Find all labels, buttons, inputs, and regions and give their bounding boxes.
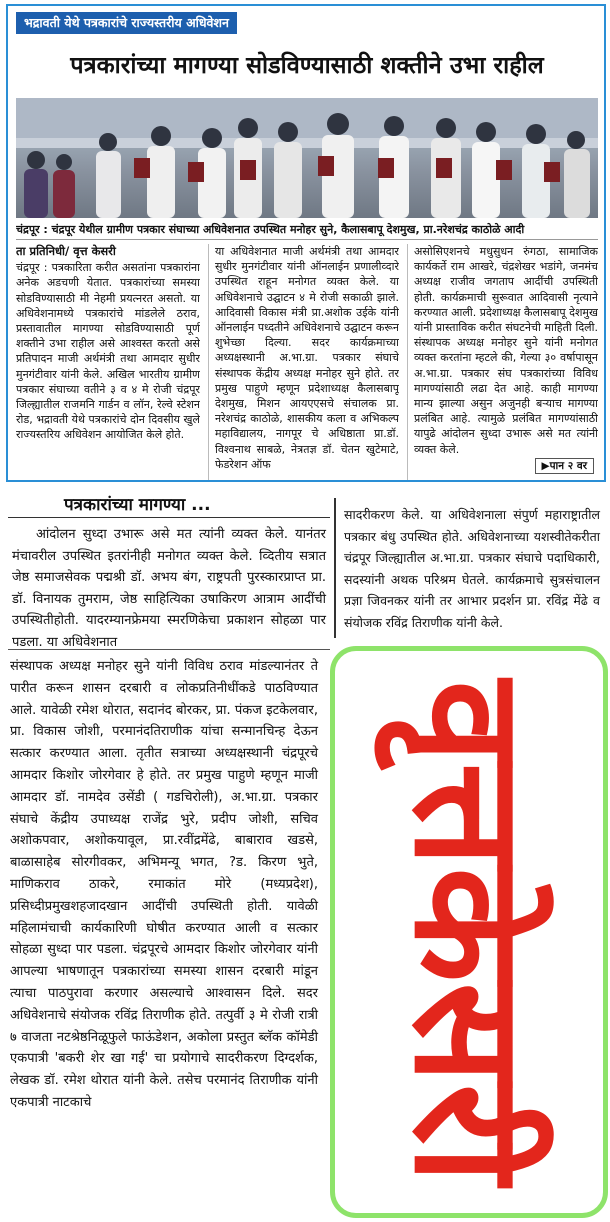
continuation-clipping-right [334, 498, 604, 638]
newspaper-name: वृत्तकेसरी [381, 680, 557, 1184]
article-columns [16, 244, 598, 480]
photo-caption: चंद्रपूर : चंद्रपूर येथील ग्रामीण पत्रकार संघाच्या अधिवेशनात उपस्थित मनोहर सुने, कैलासबापू देशमुख, प्रा.नरेशचंद्र काठोळे आदी [16, 220, 598, 240]
continued-on-page-note: ▶पान २ वर [535, 458, 595, 474]
news-photo [16, 98, 598, 218]
stage-photo-illustration [16, 98, 598, 218]
headline: पत्रकारांच्या मागण्या सोडविण्यासाठी शक्तीने उभा राहील [70, 51, 544, 79]
kicker-label: भद्रावती येथे पत्रकारांचे राज्यस्तरीय अधिवेशन [16, 12, 237, 34]
column-2-text: या अधिवेशनात माजी अर्थमंत्री तथा आमदार सुधीर मुनगंटीवार यांनी ऑनलाईन प्रणालीव्दारे उपस्थित राहून मनोगत व्यक्त केले. या अधिवेशनाचे उद्घाटन ४ मे रोजी सकाळी झाले. आदिवासी विकास मंत्री प्रा.अशोक उईके यांनी ऑनलाईन पध्दतीने अधिवेशनाचे उद्घाटन करून शुभेच्छा दिल्या. सदर कार्यक्रमाच्या अध्यक्षस्थानी अ.भा.ग्रा. पत्रकार संघाचे संस्थापक केंद्रीय अध्यक्ष मनोहर सुने होते. तर प्रमुख पाहुणे म्हणून प्रदेशाध्यक्ष कैलासबापू देशमुख, मिशन आयएएसचे संचालक प्रा. नरेशचंद्र काठोळे, शासकीय कला व अभिकल्प महाविद्यालय, नागपूर चे अधिष्ठाता प्रा.डॉ. विश्वनाथ साबळे, नेत्रतज्ञ डॉ. चेतन खुटेमाटे, फेडरेशन ऑफ [215, 245, 399, 471]
continuation-clipping-left [8, 492, 330, 650]
continuation-text: आंदोलन सुध्दा उभारू असे मत त्यांनी व्यक्त केले. यानंतर मंचावरील उपस्थित इतरांनीही मनोगत व्यक्त केले. व्दितीय सत्रात जेष्ठ समाजसेवक पद्मश्री डॉ. अभय बंग, राष्ट्रपती पुरस्कारप्राप्त प्रा. डॉ. विनायक तुमराम, जेष्ठ साहित्यिका उषाकिरण आत्राम आदींची उपस्थितीहोती. यादरम्यानफ्रेमया स्मरणिकेचा प्रकाशन सोहळा पार पडला. या अधिवेशनात [12, 527, 326, 650]
top-news-clipping [6, 4, 606, 482]
continuation-bottom-text: संस्थापक अध्यक्ष मनोहर सुने यांनी विविध ठराव मांडल्यानंतर ते पारीत करून शासन दरबारी व लोकप्रतिनीधींकडे पाठविण्यात आले. यावेळी रमेश थोरात, सदानंद बोरकर, प्रा. पंकज इटकेलवार, प्रा. विकास जोशी, परमानंदतिराणीक यांचा सन्मानचिन्ह देऊन सत्कार करण्यात आला. तृतीत सत्राच्या अध्यक्षस्थानी चंद्रपूरचे आमदार किशोर जोरगेवार हे होते. तर प्रमुख पाहुणे म्हणून माजी आमदार डॉ. नामदेव उसेंडी ( गडचिरोली), अ.भा.ग्रा. पत्रकार संघाचे केंद्रीय उपाध्यक्ष राजेंद्र भुरे, प्रदीप जोशी, सचिव अशोकपवार, अशोकयावूल, प्रा.रवींद्रमेंढे, बाबाराव खडसे, बाळासाहेब सोरगीवकर, अभिमन्यू भगत, ?ड. किरण भुते, माणिकराव ठाकरे, रमाकांत मोरे (मध्यप्रदेश), प्रसिध्दीप्रमुखशहजादखान आदींची उपस्थिती होती. यावेळी महिलामंचाची कार्यकारिणी घोषीत करण्यात आली व सत्कार सोहळा सुध्दा पार पडला. चंद्रपूरचे आमदार किशोर जोरगेवार यांनी आपल्या भाषणातून पत्रकारांच्या समस्या शासन दरबारी मांडून त्याचा पाठपुरावा करणार असल्याचे आश्वासन दिले. सदर अधिवेशनाचे संयोजक रविंद्र तिराणीक होते. तत्पुर्वी ३ मे रोजी रात्री ७ वाजता नटश्रेष्ठनिळूफुले फाऊंडेशन, अकोला प्रस्तुत ब्लॅक कॉमेडी एकपात्री 'बकरी शेर खा गई' चा प्रयोगाचे सादरीकरण दिग्दर्शक, लेखक डॉ. रमेश थोरात यांनी केले. तसेच परमानंद तिराणीक यांनी एकपात्री नाटकाचे [10, 659, 318, 1110]
article-column-3 [407, 244, 598, 480]
column-3-text: असोसिएशनचे मधुसुधन रुंगठा, सामाजिक कार्यकर्ते राम आखरे, चंद्रशेखर भडांगे, जनमंच अध्यक्ष राजीव जगताप आदींची उपस्थिती होती. कार्यक्रमाची सुरूवात आदिवासी नृत्याने करण्यात आली. प्रदेशाध्यक्ष कैलासबापू देशमुख यांनी प्रास्ताविक करीत संघटनेची माहिती दिली. संस्थापक अध्यक्ष मनोहर सुने यांनी मनोगत व्यक्त करतांना म्हटले की, गेल्या ३० वर्षापासून अ.भा.ग्रा. पत्रकार संघ पत्रकारांच्या विविध मागण्यांसाठी लढा देत आहे. काही मागण्या मान्य झाल्या असुन अजुनही बऱ्याच मागण्या प्रलंबित आहे. त्यामुळे प्रलंबित मागण्यांसाठी यापुढे आंदोलन सुध्दा उभारू असे मत त्यांनी व्यक्त केले. [414, 245, 598, 456]
continuation-clipping-bottom [8, 652, 322, 1218]
byline: ता प्रतिनिधी/ वृत्त केसरी [16, 244, 116, 258]
article-column-1 [16, 244, 200, 480]
continuation-heading: पत्रकारांच्या मागण्या ... [8, 492, 330, 518]
article-column-2 [208, 244, 399, 480]
column-1-text: चंद्रपूर : पत्रकारिता करीत असतांना पत्रकारांना अनेक अडचणी येतात. पत्रकारांच्या समस्या सोडविण्यासाठी मी नेहमी प्रयत्नरत असतो. या अधिवेशनामध्ये पत्रकारांचे मांडलेले ठराव, प्रस्तावातील मागण्या सोडविण्यासाठी पूर्ण शक्तीने उभा राहील असे आश्वस्त करतो असे प्रतिपादन माजी अर्थमंत्री तथा आमदार सुधीर मुनगंटीवार यांनी केले. अखिल भारतीय ग्रामीण पत्रकार संघाच्या वतीने ३ व ४ मे रोजी चंद्रपूर जिल्ह्यातील राजमनि गार्डन व लॉन, रेल्वे स्टेशन रोड, भद्रावती येथे पत्रकारांचे दोन दिवसीय खुले राज्यस्तरिय अधिवेशन आयोजित केले होते. [16, 261, 200, 442]
continuation-right-text: सादरीकरण केले. या अधिवेशनाला संपुर्ण महाराष्ट्रातील पत्रकार बंधु उपस्थित होते. अधिवेशनाच्या यशस्वीतेकरीता चंद्रपूर जिल्ह्यातील अ.भा.ग्रा. पत्रकार संघाचे पदाधिकारी, सदस्यांनी अथक परिश्रम घेतले. कार्यक्रमाचे सुत्रसंचालन प्रज्ञा जिवनकर यांनी तर आभार प्रदर्शन प्रा. रविंद्र मेंढे व संयोजक रविंद्र तिराणीक यांनी केले. [344, 507, 600, 630]
newspaper-masthead-box [330, 646, 608, 1218]
